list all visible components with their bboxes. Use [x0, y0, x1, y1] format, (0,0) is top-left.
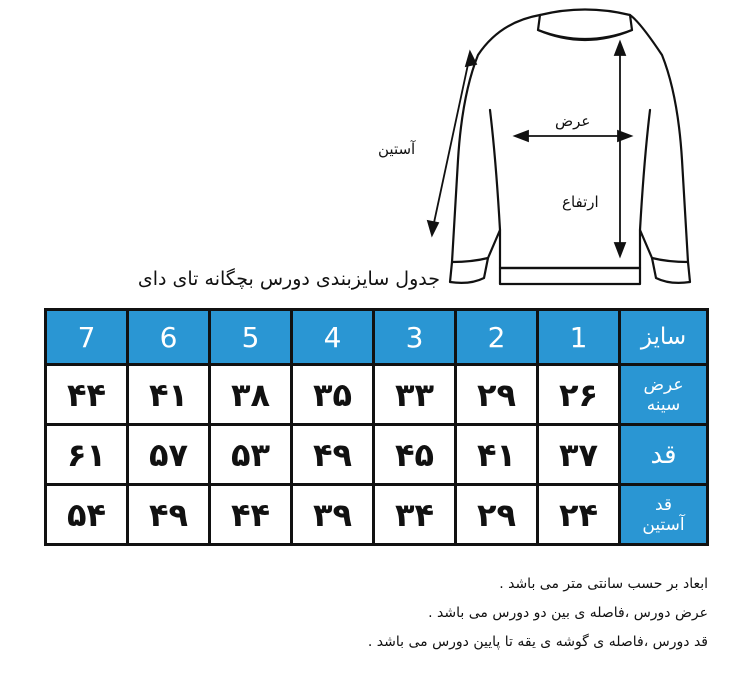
- table-cell: ۴۱: [128, 365, 210, 425]
- sweater-diagram: [0, 0, 750, 300]
- row-label-length: [620, 425, 708, 485]
- table-cell: ۳۷: [538, 425, 620, 485]
- table-row-sleeve-length: [46, 485, 708, 545]
- table-row-chest-width: [46, 365, 708, 425]
- row-label-sleeve-length: [620, 485, 708, 545]
- table-row-length: [46, 425, 708, 485]
- sweater-body: [452, 15, 688, 268]
- row-label-chest-width: [620, 365, 708, 425]
- table-cell: ۲۹: [456, 485, 538, 545]
- row-label-line: سینه: [646, 394, 681, 415]
- row-label-line: قد: [654, 494, 673, 515]
- size-cell: 2: [456, 310, 538, 365]
- size-cell: 6: [128, 310, 210, 365]
- notes: [148, 573, 708, 660]
- width-label: عرض: [555, 112, 591, 130]
- row-label-line: قد: [650, 439, 677, 470]
- table-cell: ۴۵: [374, 425, 456, 485]
- table-cell: ۵۴: [46, 485, 128, 545]
- note-line: ابعاد بر حسب سانتی متر می باشد .: [499, 576, 708, 592]
- size-cell: 7: [46, 310, 128, 365]
- size-cell: 5: [210, 310, 292, 365]
- table-cell: ۳۴: [374, 485, 456, 545]
- table-cell: ۲۶: [538, 365, 620, 425]
- table-cell: ۴۱: [456, 425, 538, 485]
- table-cell: ۵۳: [210, 425, 292, 485]
- table-cell: ۳۹: [292, 485, 374, 545]
- table-cell: ۴۴: [46, 365, 128, 425]
- table-cell: ۴۴: [210, 485, 292, 545]
- table-cell: ۵۷: [128, 425, 210, 485]
- size-header-label: سایز: [620, 310, 708, 365]
- sleeve-arrow: [432, 55, 470, 232]
- size-cell: 3: [374, 310, 456, 365]
- table-cell: ۳۵: [292, 365, 374, 425]
- size-cell: 4: [292, 310, 374, 365]
- row-label-line: آستین: [642, 514, 685, 535]
- table-cell: ۴۹: [128, 485, 210, 545]
- table-cell: ۳۸: [210, 365, 292, 425]
- sweater-waistband: [500, 268, 640, 284]
- table-cell: ۲۹: [456, 365, 538, 425]
- table-cell: ۲۴: [538, 485, 620, 545]
- note-line: قد دورس ،فاصله ی گوشه ی یقه تا پایین دورس می باشد .: [367, 634, 708, 650]
- table-cell: ۴۹: [292, 425, 374, 485]
- size-table: [44, 308, 709, 546]
- row-label-line: عرض: [643, 374, 684, 395]
- table-cell: ۶۱: [46, 425, 128, 485]
- sleeve-label: آستین: [378, 140, 416, 158]
- size-chart-title: جدول سایزبندی دورس بچگانه تای دای: [137, 268, 440, 290]
- size-cell: 1: [538, 310, 620, 365]
- note-line: عرض دورس ،فاصله ی بین دو دورس می باشد .: [428, 605, 708, 621]
- height-label: ارتفاع: [562, 193, 599, 211]
- table-header-row: [46, 310, 708, 365]
- table-cell: ۳۳: [374, 365, 456, 425]
